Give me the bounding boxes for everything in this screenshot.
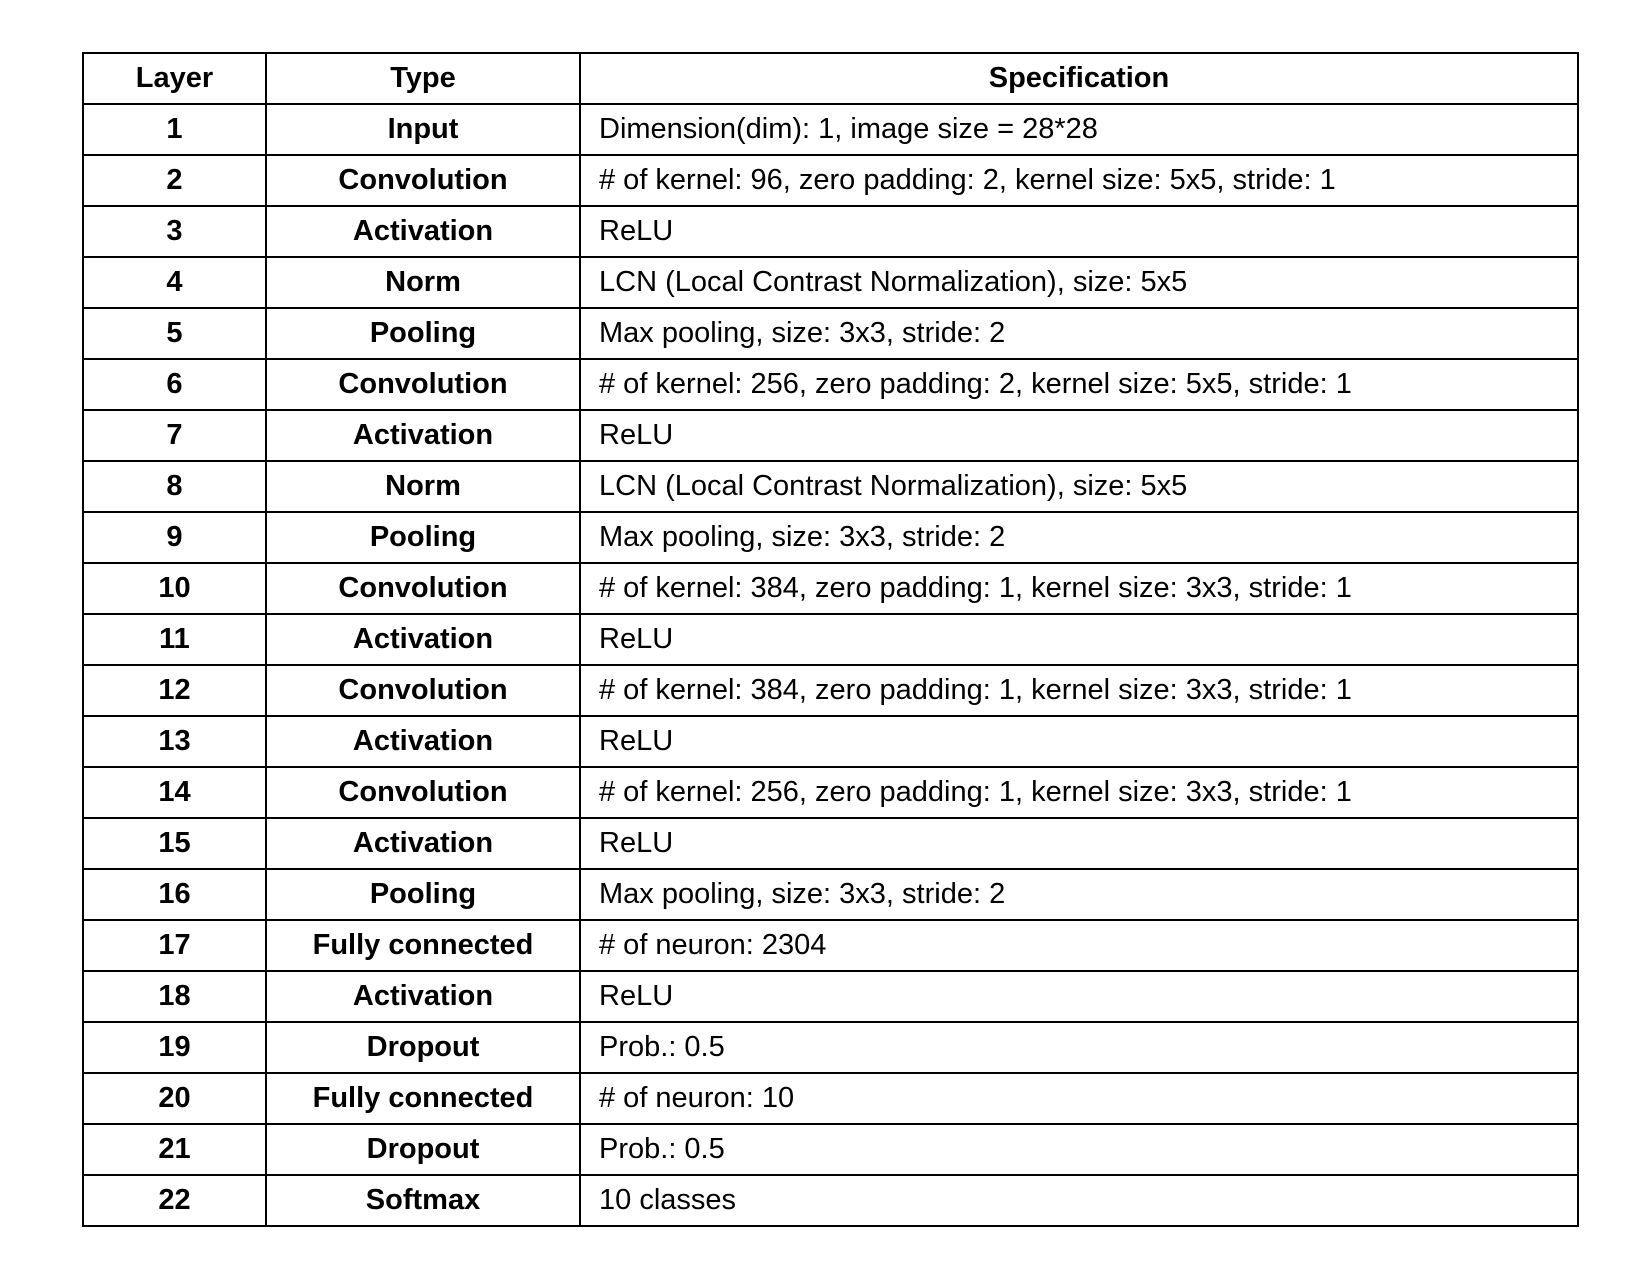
cell-layer-number: 11 bbox=[83, 614, 266, 665]
header-type: Type bbox=[266, 53, 580, 104]
cell-specification: Max pooling, size: 3x3, stride: 2 bbox=[580, 512, 1578, 563]
cell-layer-type: Dropout bbox=[266, 1124, 580, 1175]
cell-layer-number: 18 bbox=[83, 971, 266, 1022]
cell-specification: ReLU bbox=[580, 614, 1578, 665]
cell-layer-type: Convolution bbox=[266, 767, 580, 818]
table-row bbox=[83, 665, 1578, 716]
table-row bbox=[83, 614, 1578, 665]
cell-layer-type: Dropout bbox=[266, 1022, 580, 1073]
cell-layer-number: 9 bbox=[83, 512, 266, 563]
cell-layer-type: Pooling bbox=[266, 869, 580, 920]
header-specification: Specification bbox=[580, 53, 1578, 104]
cell-layer-type: Softmax bbox=[266, 1175, 580, 1226]
cell-specification: Prob.: 0.5 bbox=[580, 1022, 1578, 1073]
cell-specification: # of neuron: 10 bbox=[580, 1073, 1578, 1124]
table-row bbox=[83, 1175, 1578, 1226]
cell-layer-number: 19 bbox=[83, 1022, 266, 1073]
table-row bbox=[83, 1124, 1578, 1175]
cell-layer-type: Activation bbox=[266, 818, 580, 869]
cell-layer-number: 17 bbox=[83, 920, 266, 971]
cell-layer-type: Fully connected bbox=[266, 920, 580, 971]
cell-layer-type: Input bbox=[266, 104, 580, 155]
layer-spec-table-container bbox=[82, 52, 1577, 1227]
cell-layer-number: 8 bbox=[83, 461, 266, 512]
cell-layer-type: Convolution bbox=[266, 155, 580, 206]
cell-specification: ReLU bbox=[580, 971, 1578, 1022]
cell-specification: ReLU bbox=[580, 410, 1578, 461]
cell-specification: # of kernel: 256, zero padding: 2, kernel size: 5x5, stride: 1 bbox=[580, 359, 1578, 410]
layer-spec-table bbox=[82, 52, 1579, 1227]
table-row bbox=[83, 410, 1578, 461]
cell-specification: Max pooling, size: 3x3, stride: 2 bbox=[580, 869, 1578, 920]
cell-specification: # of kernel: 96, zero padding: 2, kernel size: 5x5, stride: 1 bbox=[580, 155, 1578, 206]
cell-layer-number: 13 bbox=[83, 716, 266, 767]
cell-layer-type: Convolution bbox=[266, 665, 580, 716]
cell-layer-type: Pooling bbox=[266, 512, 580, 563]
cell-specification: ReLU bbox=[580, 818, 1578, 869]
cell-layer-type: Pooling bbox=[266, 308, 580, 359]
cell-layer-number: 20 bbox=[83, 1073, 266, 1124]
cell-specification: Prob.: 0.5 bbox=[580, 1124, 1578, 1175]
cell-specification: # of neuron: 2304 bbox=[580, 920, 1578, 971]
table-row bbox=[83, 155, 1578, 206]
cell-specification: Max pooling, size: 3x3, stride: 2 bbox=[580, 308, 1578, 359]
cell-specification: LCN (Local Contrast Normalization), size: 5x5 bbox=[580, 461, 1578, 512]
table-row bbox=[83, 563, 1578, 614]
cell-layer-type: Activation bbox=[266, 614, 580, 665]
table-row bbox=[83, 257, 1578, 308]
cell-specification: Dimension(dim): 1, image size = 28*28 bbox=[580, 104, 1578, 155]
table-row bbox=[83, 461, 1578, 512]
table-row bbox=[83, 206, 1578, 257]
table-row bbox=[83, 971, 1578, 1022]
table-row bbox=[83, 869, 1578, 920]
table-row bbox=[83, 1022, 1578, 1073]
cell-layer-type: Norm bbox=[266, 257, 580, 308]
cell-layer-type: Convolution bbox=[266, 359, 580, 410]
cell-layer-type: Fully connected bbox=[266, 1073, 580, 1124]
cell-layer-number: 14 bbox=[83, 767, 266, 818]
cell-layer-type: Activation bbox=[266, 206, 580, 257]
cell-layer-type: Activation bbox=[266, 410, 580, 461]
cell-layer-number: 10 bbox=[83, 563, 266, 614]
cell-layer-number: 22 bbox=[83, 1175, 266, 1226]
table-row bbox=[83, 767, 1578, 818]
cell-layer-number: 12 bbox=[83, 665, 266, 716]
cell-layer-number: 3 bbox=[83, 206, 266, 257]
cell-layer-number: 21 bbox=[83, 1124, 266, 1175]
cell-layer-type: Activation bbox=[266, 971, 580, 1022]
table-row bbox=[83, 512, 1578, 563]
cell-layer-number: 2 bbox=[83, 155, 266, 206]
cell-layer-number: 16 bbox=[83, 869, 266, 920]
cell-specification: 10 classes bbox=[580, 1175, 1578, 1226]
table-row bbox=[83, 1073, 1578, 1124]
table-row bbox=[83, 818, 1578, 869]
table-row bbox=[83, 308, 1578, 359]
cell-specification: LCN (Local Contrast Normalization), size: 5x5 bbox=[580, 257, 1578, 308]
cell-specification: # of kernel: 256, zero padding: 1, kernel size: 3x3, stride: 1 bbox=[580, 767, 1578, 818]
cell-layer-number: 7 bbox=[83, 410, 266, 461]
cell-layer-number: 1 bbox=[83, 104, 266, 155]
table-body bbox=[83, 104, 1578, 1226]
cell-layer-number: 6 bbox=[83, 359, 266, 410]
cell-specification: # of kernel: 384, zero padding: 1, kernel size: 3x3, stride: 1 bbox=[580, 563, 1578, 614]
header-layer: Layer bbox=[83, 53, 266, 104]
cell-layer-type: Activation bbox=[266, 716, 580, 767]
table-row bbox=[83, 104, 1578, 155]
cell-layer-number: 5 bbox=[83, 308, 266, 359]
table-row bbox=[83, 359, 1578, 410]
cell-specification: ReLU bbox=[580, 716, 1578, 767]
cell-layer-number: 4 bbox=[83, 257, 266, 308]
table-header-row bbox=[83, 53, 1578, 104]
cell-specification: # of kernel: 384, zero padding: 1, kernel size: 3x3, stride: 1 bbox=[580, 665, 1578, 716]
cell-specification: ReLU bbox=[580, 206, 1578, 257]
table-row bbox=[83, 716, 1578, 767]
table-row bbox=[83, 920, 1578, 971]
cell-layer-type: Norm bbox=[266, 461, 580, 512]
cell-layer-type: Convolution bbox=[266, 563, 580, 614]
cell-layer-number: 15 bbox=[83, 818, 266, 869]
